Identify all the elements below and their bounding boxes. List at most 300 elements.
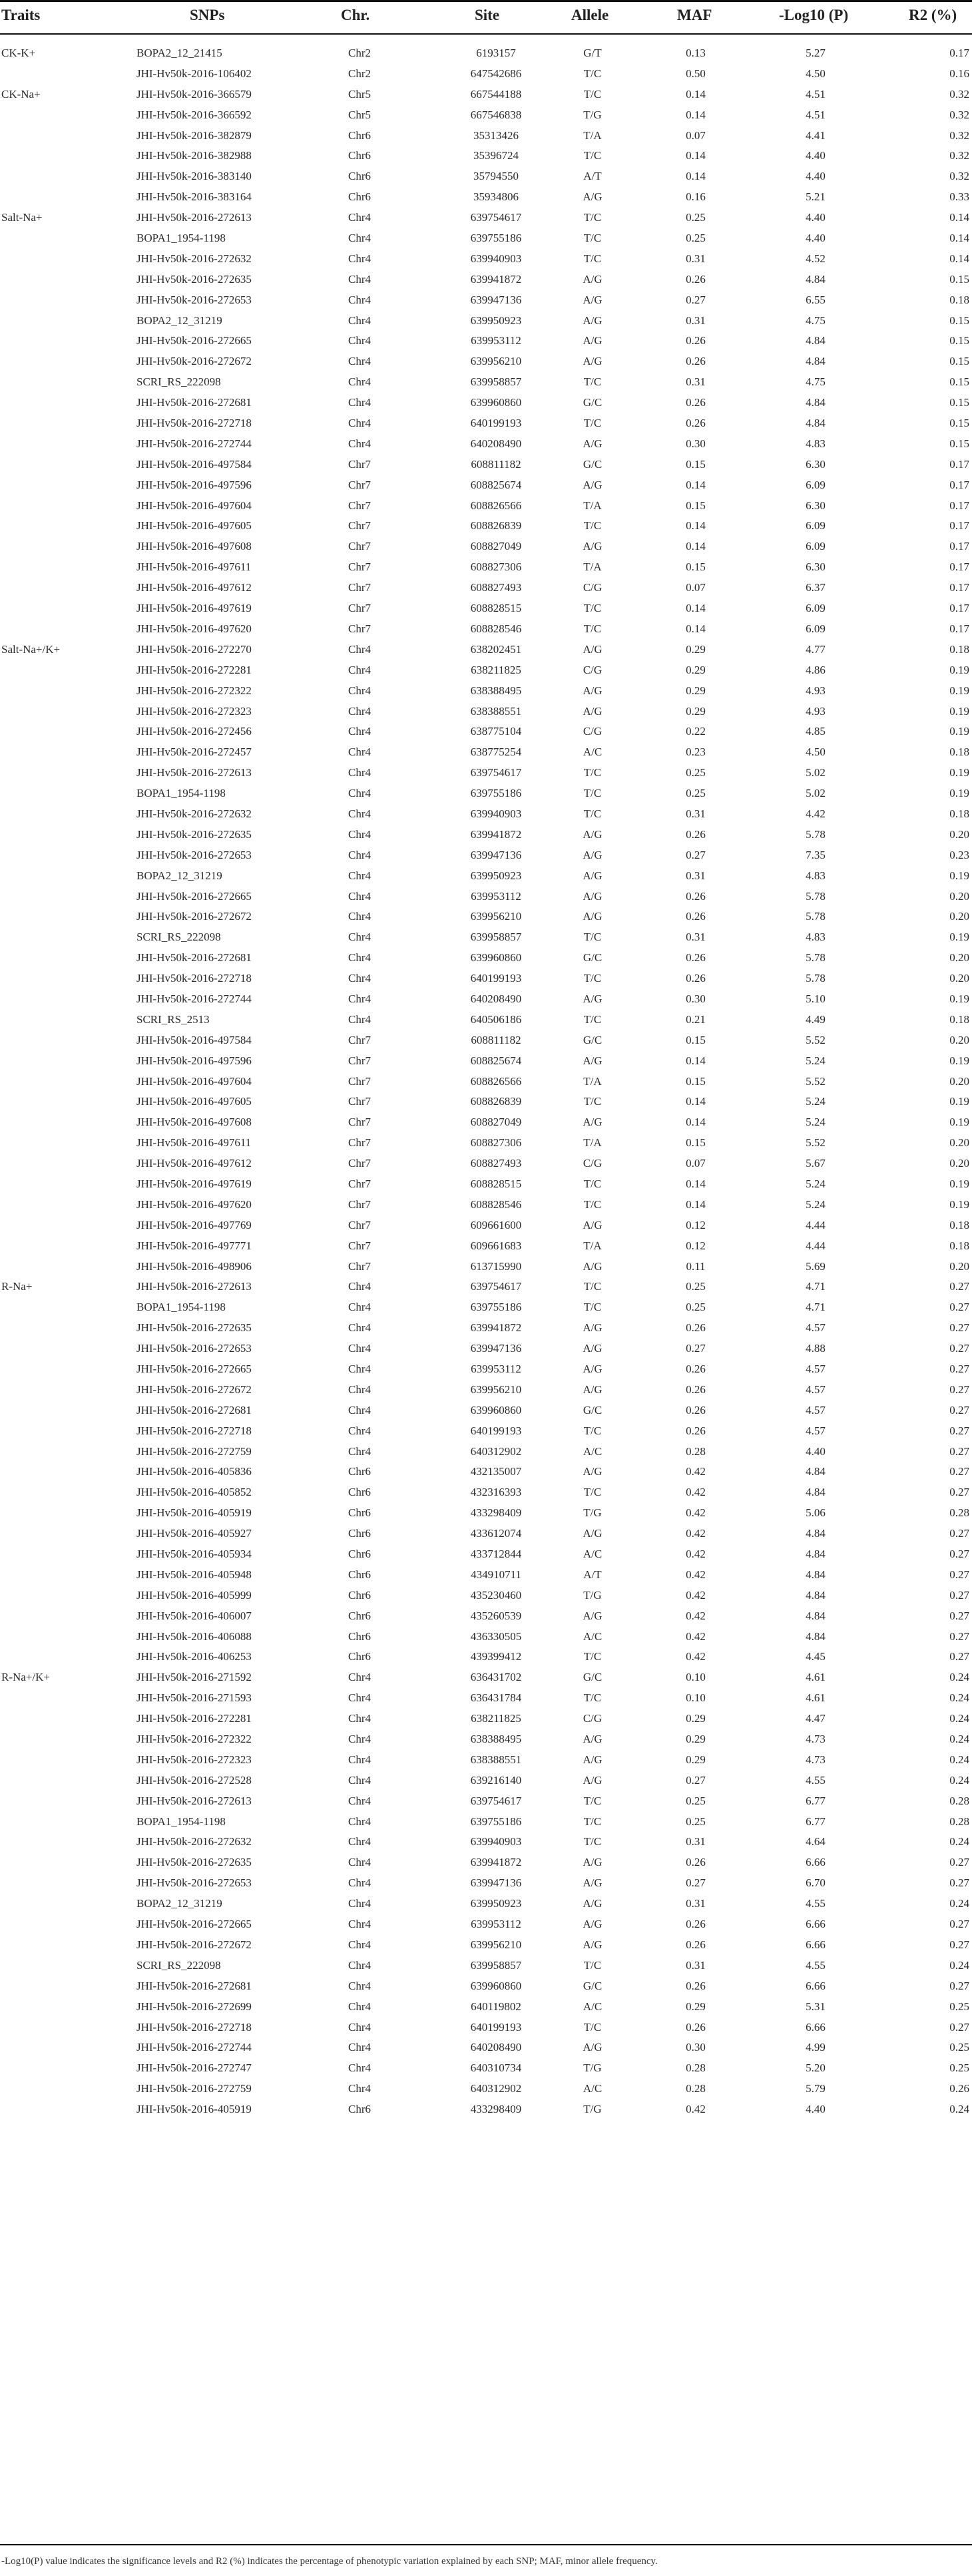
logp-cell: 4.50	[806, 746, 826, 759]
table-row	[0, 64, 972, 85]
snp-cell: JHI-Hv50k-2016-366592	[136, 108, 252, 121]
maf-cell: 0.10	[686, 1671, 706, 1684]
logp-cell: 6.09	[806, 519, 826, 533]
maf-cell: 0.14	[686, 108, 706, 121]
maf-cell: 0.25	[686, 1794, 706, 1807]
chr-cell: Chr4	[348, 1012, 371, 1026]
allele-cell: T/C	[583, 2020, 602, 2034]
snp-cell: JHI-Hv50k-2016-272681	[136, 951, 252, 965]
maf-cell: 0.30	[686, 2041, 706, 2054]
chr-cell: Chr7	[348, 478, 371, 491]
snp-cell: JHI-Hv50k-2016-272270	[136, 642, 252, 656]
chr-cell: Chr6	[348, 1506, 371, 1520]
snp-cell: JHI-Hv50k-2016-497604	[136, 1074, 252, 1088]
maf-cell: 0.29	[686, 704, 706, 718]
maf-cell: 0.25	[686, 211, 706, 224]
chr-cell: Chr6	[348, 1465, 371, 1478]
chr-cell: Chr4	[348, 642, 371, 656]
chr-cell: Chr4	[348, 1938, 371, 1951]
snp-cell: JHI-Hv50k-2016-272718	[136, 417, 252, 430]
chr-cell: Chr4	[348, 1301, 371, 1314]
logp-cell: 5.24	[806, 1054, 826, 1067]
site-cell: 639947136	[470, 1876, 522, 1890]
site-cell: 639755186	[470, 1815, 522, 1828]
table-row	[0, 1914, 972, 1935]
allele-cell: T/C	[583, 807, 602, 820]
site-cell: 639941872	[470, 272, 522, 286]
logp-cell: 5.78	[806, 910, 826, 923]
r2-cell: 0.24	[949, 1671, 969, 1684]
allele-cell: C/G	[583, 1712, 603, 1725]
maf-cell: 0.23	[686, 746, 706, 759]
logp-cell: 5.02	[806, 766, 826, 779]
maf-cell: 0.26	[686, 355, 706, 368]
table-row	[0, 927, 972, 948]
table-row	[0, 1339, 972, 1359]
snp-cell: JHI-Hv50k-2016-406007	[136, 1609, 252, 1622]
chr-cell: Chr4	[348, 355, 371, 368]
r2-cell: 0.15	[949, 334, 969, 347]
maf-cell: 0.26	[686, 910, 706, 923]
table-row	[0, 783, 972, 804]
site-cell: 608826839	[470, 519, 522, 533]
chr-cell: Chr7	[348, 1074, 371, 1088]
table-row	[0, 1215, 972, 1236]
table-row	[0, 1072, 972, 1092]
maf-cell: 0.15	[686, 560, 706, 574]
snp-cell: JHI-Hv50k-2016-497596	[136, 478, 252, 491]
site-cell: 638211825	[471, 663, 521, 676]
allele-cell: A/G	[583, 2041, 603, 2054]
chr-cell: Chr4	[348, 375, 371, 389]
logp-cell: 4.84	[806, 1568, 826, 1581]
r2-cell: 0.19	[949, 725, 969, 738]
maf-cell: 0.26	[686, 334, 706, 347]
r2-cell: 0.28	[949, 1794, 969, 1807]
site-cell: 639950923	[470, 869, 522, 882]
allele-cell: A/G	[583, 1897, 603, 1910]
logp-cell: 4.44	[806, 1239, 826, 1252]
allele-cell: T/G	[583, 1506, 602, 1520]
allele-cell: T/C	[583, 417, 602, 430]
site-cell: 608826566	[470, 499, 522, 512]
logp-cell: 6.66	[806, 1856, 826, 1869]
chr-cell: Chr6	[348, 1527, 371, 1540]
site-cell: 639216140	[470, 1773, 522, 1787]
table-row	[0, 1586, 972, 1606]
logp-cell: 4.75	[806, 314, 826, 327]
allele-cell: G/T	[583, 47, 602, 59]
logp-cell: 6.30	[806, 499, 826, 512]
chr-cell: Chr7	[348, 1116, 371, 1129]
table-row	[0, 1935, 972, 1956]
snp-cell: BOPA2_12_21415	[136, 47, 222, 59]
table-row	[0, 413, 972, 434]
chr-cell: Chr4	[348, 684, 371, 697]
maf-cell: 0.21	[686, 1012, 706, 1026]
r2-cell: 0.18	[949, 807, 969, 820]
logp-cell: 4.41	[806, 128, 826, 142]
snp-cell: JHI-Hv50k-2016-272456	[136, 725, 252, 738]
chr-cell: Chr4	[348, 2061, 371, 2075]
site-cell: 639947136	[470, 293, 522, 306]
allele-cell: T/C	[583, 1197, 602, 1211]
snp-cell: JHI-Hv50k-2016-497584	[136, 1033, 252, 1046]
table-row	[0, 126, 972, 146]
snp-cell: SCRI_RS_222098	[136, 1958, 221, 1972]
allele-cell: A/G	[583, 1938, 603, 1951]
logp-cell: 4.84	[806, 1609, 826, 1622]
logp-cell: 6.09	[806, 540, 826, 553]
logp-cell: 4.44	[806, 1218, 826, 1231]
allele-cell: T/G	[583, 1588, 602, 1602]
snp-cell: JHI-Hv50k-2016-272635	[136, 1321, 252, 1335]
maf-cell: 0.31	[686, 869, 706, 882]
logp-cell: 4.84	[806, 417, 826, 430]
r2-cell: 0.27	[949, 1424, 969, 1437]
site-cell: 608827049	[470, 1116, 522, 1129]
table-row	[0, 2018, 972, 2038]
trait-cell: R-Na+/K+	[1, 1671, 50, 1684]
maf-cell: 0.14	[686, 149, 706, 162]
maf-cell: 0.25	[686, 787, 706, 800]
snp-cell: BOPA1_1954-1198	[136, 1815, 226, 1828]
logp-cell: 6.70	[806, 1876, 826, 1890]
table-row	[0, 1997, 972, 2018]
site-cell: 636431784	[470, 1691, 522, 1705]
maf-cell: 0.25	[686, 232, 706, 245]
table-row	[0, 1791, 972, 1812]
table-row	[0, 1812, 972, 1832]
logp-cell: 6.30	[806, 457, 826, 471]
r2-cell: 0.27	[949, 1876, 969, 1890]
logp-cell: 5.24	[806, 1116, 826, 1129]
logp-cell: 4.47	[806, 1712, 826, 1725]
r2-cell: 0.15	[949, 437, 969, 450]
chr-cell: Chr7	[348, 1095, 371, 1108]
snp-cell: JHI-Hv50k-2016-497612	[136, 581, 252, 594]
maf-cell: 0.26	[686, 396, 706, 409]
chr-cell: Chr7	[348, 602, 371, 615]
allele-cell: T/C	[583, 87, 602, 101]
chr-cell: Chr4	[348, 1835, 371, 1848]
r2-cell: 0.19	[949, 766, 969, 779]
chr-cell: Chr4	[348, 1794, 371, 1807]
table-row	[0, 311, 972, 331]
table-row	[0, 619, 972, 640]
allele-cell: A/C	[583, 1629, 603, 1643]
snp-cell: JHI-Hv50k-2016-272718	[136, 2020, 252, 2034]
allele-cell: A/T	[583, 1568, 602, 1581]
maf-cell: 0.14	[686, 1177, 706, 1190]
site-cell: 639950923	[470, 314, 522, 327]
table-row	[0, 372, 972, 393]
r2-cell: 0.15	[949, 314, 969, 327]
logp-cell: 4.45	[806, 1650, 826, 1663]
logp-cell: 5.21	[806, 190, 826, 204]
chr-cell: Chr4	[348, 766, 371, 779]
r2-cell: 0.25	[949, 2061, 969, 2075]
site-cell: 613715990	[470, 1259, 522, 1273]
logp-cell: 5.24	[806, 1197, 826, 1211]
chr-cell: Chr4	[348, 1918, 371, 1931]
logp-cell: 5.52	[806, 1033, 826, 1046]
snp-cell: JHI-Hv50k-2016-405948	[136, 1568, 252, 1581]
logp-cell: 5.79	[806, 2082, 826, 2095]
table-row	[0, 1771, 972, 1791]
allele-cell: A/G	[583, 190, 603, 204]
allele-cell: T/C	[583, 1650, 602, 1663]
snp-cell: JHI-Hv50k-2016-383140	[136, 170, 252, 183]
table-row	[0, 270, 972, 290]
allele-cell: C/G	[583, 1157, 603, 1170]
table-row	[0, 1667, 972, 1688]
site-cell: 639958857	[470, 375, 522, 389]
site-cell: 639755186	[470, 787, 522, 800]
r2-cell: 0.24	[949, 1835, 969, 1848]
site-cell: 640312902	[470, 1444, 522, 1458]
site-cell: 35396724	[473, 149, 519, 162]
site-cell: 638211825	[471, 1712, 521, 1725]
snp-cell: JHI-Hv50k-2016-405919	[136, 2103, 252, 2116]
site-cell: 640199193	[470, 972, 522, 985]
chr-cell: Chr4	[348, 293, 371, 306]
logp-cell: 6.30	[806, 560, 826, 574]
allele-cell: A/G	[583, 437, 603, 450]
chr-cell: Chr4	[348, 2082, 371, 2095]
maf-cell: 0.27	[686, 1342, 706, 1355]
logp-cell: 5.27	[806, 47, 826, 59]
logp-cell: 4.88	[806, 1342, 826, 1355]
r2-cell: 0.27	[949, 1363, 969, 1375]
logp-cell: 6.77	[806, 1815, 826, 1828]
chr-cell: Chr4	[348, 992, 371, 1005]
chr-cell: Chr4	[348, 211, 371, 224]
table-row	[0, 290, 972, 311]
site-cell: 639755186	[470, 1301, 522, 1314]
site-cell: 434910711	[471, 1568, 521, 1581]
header-logp	[779, 4, 848, 29]
site-cell: 432316393	[470, 1486, 522, 1499]
r2-cell: 0.25	[949, 2041, 969, 2054]
r2-cell: 0.15	[949, 355, 969, 368]
r2-cell: 0.19	[949, 704, 969, 718]
snp-cell: JHI-Hv50k-2016-272281	[136, 663, 252, 676]
table-row	[0, 866, 972, 887]
snp-cell: SCRI_RS_2513	[136, 1012, 210, 1026]
site-cell: 432135007	[470, 1465, 522, 1478]
site-cell: 608827493	[470, 1157, 522, 1170]
header-chr: Chr.	[341, 7, 370, 23]
table-row	[0, 43, 972, 64]
table-row	[0, 1112, 972, 1133]
logp-cell: 5.78	[806, 889, 826, 903]
header-allele: Allele	[571, 7, 609, 23]
logp-cell: 5.78	[806, 951, 826, 965]
maf-cell: 0.14	[686, 1095, 706, 1108]
site-cell: 608811182	[471, 457, 521, 471]
table-row	[0, 85, 972, 105]
table-header	[0, 4, 972, 29]
table-row	[0, 516, 972, 537]
allele-cell: T/C	[583, 375, 602, 389]
chr-cell: Chr4	[348, 1733, 371, 1746]
snp-cell: JHI-Hv50k-2016-272672	[136, 355, 252, 368]
site-cell: 608826839	[470, 1095, 522, 1108]
r2-cell: 0.17	[949, 622, 969, 635]
maf-cell: 0.14	[686, 1116, 706, 1129]
chr-cell: Chr7	[348, 1033, 371, 1046]
maf-cell: 0.26	[686, 1321, 706, 1335]
snp-cell: JHI-Hv50k-2016-272665	[136, 1363, 252, 1375]
site-cell: 639956210	[470, 1938, 522, 1951]
chr-cell: Chr7	[348, 1136, 371, 1150]
logp-cell: 5.02	[806, 787, 826, 800]
snp-cell: JHI-Hv50k-2016-497605	[136, 1095, 252, 1108]
chr-cell: Chr4	[348, 725, 371, 738]
logp-cell: 4.51	[806, 87, 826, 101]
table-row	[0, 455, 972, 475]
table-row	[0, 1051, 972, 1072]
logp-cell: 6.66	[806, 1938, 826, 1951]
table-row	[0, 1154, 972, 1174]
allele-cell: A/C	[583, 1444, 603, 1458]
r2-cell: 0.18	[949, 293, 969, 306]
table-row	[0, 2058, 972, 2079]
logp-cell: 4.55	[806, 1897, 826, 1910]
r2-cell: 0.26	[949, 2082, 969, 2095]
maf-cell: 0.26	[686, 2020, 706, 2034]
table-row	[0, 228, 972, 249]
snp-cell: JHI-Hv50k-2016-497620	[136, 1197, 252, 1211]
chr-cell: Chr4	[348, 951, 371, 965]
trait-cell: Salt-Na+	[1, 211, 43, 224]
r2-cell: 0.20	[949, 1259, 969, 1273]
table-row	[0, 393, 972, 413]
maf-cell: 0.42	[686, 1609, 706, 1622]
table-body	[0, 43, 972, 2120]
maf-cell: 0.30	[686, 992, 706, 1005]
site-cell: 639960860	[470, 396, 522, 409]
site-cell: 639956210	[470, 910, 522, 923]
trait-cell: CK-K+	[1, 47, 36, 59]
r2-cell: 0.20	[949, 910, 969, 923]
table-row	[0, 1976, 972, 1997]
snp-cell: JHI-Hv50k-2016-497611	[136, 560, 252, 574]
logp-cell: 4.55	[806, 1773, 826, 1787]
allele-cell: A/G	[583, 1609, 603, 1622]
chr-cell: Chr4	[348, 931, 371, 944]
snp-cell: JHI-Hv50k-2016-497605	[136, 519, 252, 533]
table-row	[0, 1380, 972, 1400]
maf-cell: 0.31	[686, 252, 706, 265]
logp-cell: 5.78	[806, 972, 826, 985]
maf-cell: 0.31	[686, 1958, 706, 1972]
site-cell: 639947136	[470, 1342, 522, 1355]
maf-cell: 0.42	[686, 1588, 706, 1602]
snp-cell: JHI-Hv50k-2016-382879	[136, 128, 252, 142]
r2-cell: 0.32	[949, 128, 969, 142]
maf-cell: 0.29	[686, 642, 706, 656]
logp-cell: 5.24	[806, 1177, 826, 1190]
site-cell: 640119802	[471, 2000, 521, 2013]
r2-cell: 0.20	[949, 972, 969, 985]
allele-cell: T/C	[583, 252, 602, 265]
table-row	[0, 948, 972, 968]
site-cell: 640310734	[470, 2061, 522, 2075]
snp-cell: JHI-Hv50k-2016-272322	[136, 1733, 252, 1746]
r2-cell: 0.16	[949, 67, 969, 80]
allele-cell: A/G	[583, 1259, 603, 1273]
chr-cell: Chr4	[348, 1773, 371, 1787]
r2-cell: 0.27	[949, 1918, 969, 1931]
site-cell: 638388551	[470, 1753, 522, 1766]
site-cell: 608826566	[470, 1074, 522, 1088]
allele-cell: A/G	[583, 1054, 603, 1067]
allele-cell: T/C	[583, 1301, 602, 1314]
r2-cell: 0.27	[949, 1383, 969, 1396]
r2-cell: 0.18	[949, 1012, 969, 1026]
snp-cell: JHI-Hv50k-2016-272744	[136, 2041, 252, 2054]
table-row	[0, 146, 972, 166]
chr-cell: Chr4	[348, 1979, 371, 1992]
logp-cell: 6.37	[806, 581, 826, 594]
allele-cell: A/G	[583, 1753, 603, 1766]
maf-cell: 0.14	[686, 1054, 706, 1067]
snp-cell: JHI-Hv50k-2016-497769	[136, 1218, 252, 1231]
r2-cell: 0.19	[949, 663, 969, 676]
snp-cell: BOPA2_12_31219	[136, 314, 222, 327]
logp-cell: 4.84	[806, 1527, 826, 1540]
logp-cell: 4.40	[806, 2103, 826, 2116]
site-cell: 639958857	[470, 931, 522, 944]
site-cell: 639953112	[471, 889, 521, 903]
allele-cell: G/C	[583, 1033, 603, 1046]
snp-cell: JHI-Hv50k-2016-272681	[136, 1403, 252, 1416]
r2-cell: 0.20	[949, 951, 969, 965]
table-row	[0, 1873, 972, 1894]
chr-cell: Chr7	[348, 1157, 371, 1170]
snp-cell: SCRI_RS_222098	[136, 931, 221, 944]
site-cell: 639941872	[470, 1856, 522, 1869]
logp-cell: 6.66	[806, 2020, 826, 2034]
maf-cell: 0.14	[686, 1197, 706, 1211]
maf-cell: 0.42	[686, 1548, 706, 1561]
snp-cell: JHI-Hv50k-2016-272744	[136, 992, 252, 1005]
r2-cell: 0.28	[949, 1815, 969, 1828]
logp-cell: 4.84	[806, 1588, 826, 1602]
chr-cell: Chr4	[348, 1691, 371, 1705]
chr-cell: Chr6	[348, 190, 371, 204]
snp-cell: JHI-Hv50k-2016-497608	[136, 540, 252, 553]
logp-cell: 6.66	[806, 1918, 826, 1931]
snp-cell: JHI-Hv50k-2016-406088	[136, 1629, 252, 1643]
table-row	[0, 1482, 972, 1503]
snp-cell: JHI-Hv50k-2016-272323	[136, 704, 252, 718]
r2-cell: 0.28	[949, 1506, 969, 1520]
site-cell: 608827306	[470, 1136, 522, 1150]
snp-cell: JHI-Hv50k-2016-272759	[136, 2082, 252, 2095]
snp-cell: JHI-Hv50k-2016-271592	[136, 1671, 252, 1684]
table-row	[0, 1236, 972, 1257]
site-cell: 638388495	[470, 1733, 522, 1746]
logp-cell: 4.64	[806, 1835, 826, 1848]
site-cell: 640506186	[470, 1012, 522, 1026]
header-traits: Traits	[1, 7, 41, 23]
site-cell: 608825674	[470, 478, 522, 491]
maf-cell: 0.25	[686, 1815, 706, 1828]
site-cell: 638388495	[470, 684, 522, 697]
